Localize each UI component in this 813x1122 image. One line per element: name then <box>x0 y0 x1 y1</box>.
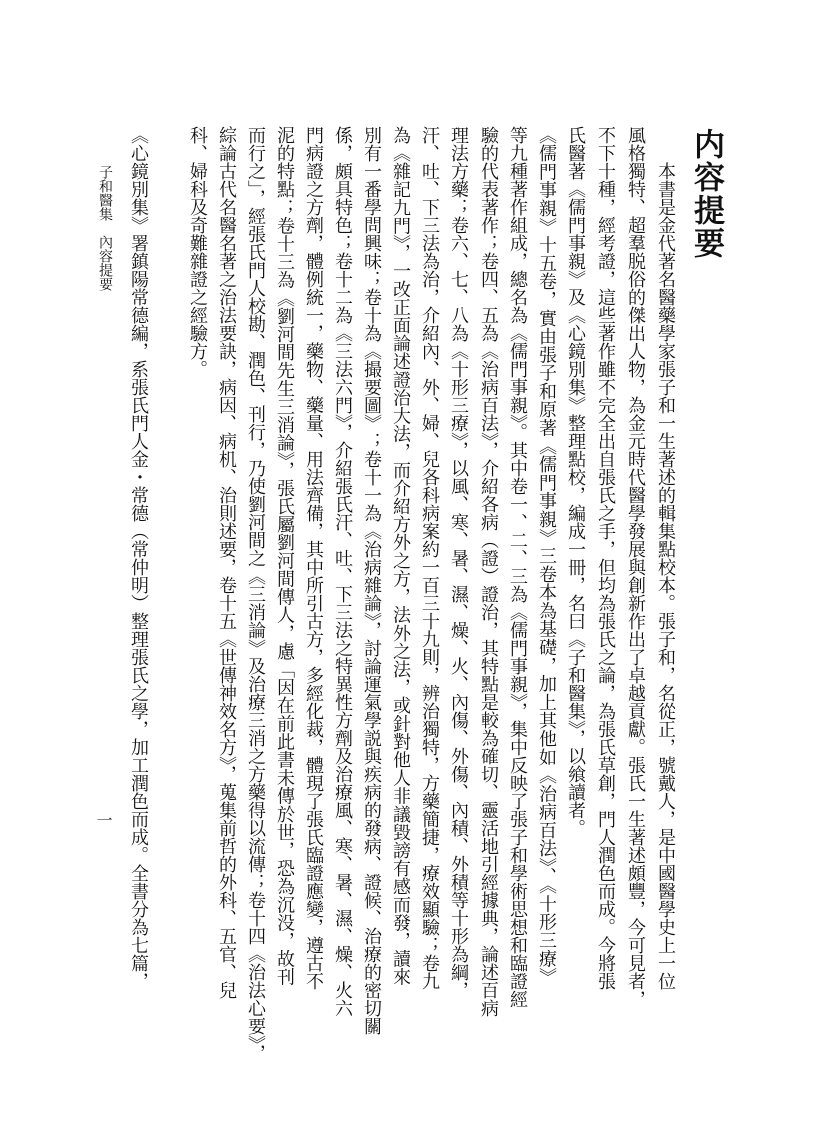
text-column-10: 為《雜記九門》，一改正面論述證治大法，而介紹方外之方，法外之法，或針對他人非議毀謗有感而發，讀來 <box>390 126 411 986</box>
text-column-1: 本書是金代著名醫藥學家張子和一生著述的輯集點校本。張子和，名從正，號戴人，是中國醫學史上一位 <box>655 162 676 990</box>
text-column-11: 別有一番學問興味；卷十為《撮要圖》；卷十一為《治病雜論》，討論運氣學説與疾病的發病、證候、治療的密切關 <box>361 126 382 1035</box>
page-title: 内容提要 <box>688 128 724 260</box>
text-column-6: 等九種著作組成，總名為《儒門事親》。其中卷一、二、三為《儒門事親》，集中反映了張子和學術思想和臨證經 <box>507 126 528 1008</box>
text-column-2: 風格獨特、超羣脱俗的傑出人物，為金元時代醫學發展與創新作出了卓越貢獻。張氏一生著述頗豐，今可見者， <box>625 126 646 1008</box>
text-column-3: 不下十種，經考證，這些著作雖不完全出自張氏之手，但均為張氏之論，為張氏草創，門人潤色而成。今將張 <box>595 126 616 990</box>
text-column-14: 泥的特點；卷十三為《劉河間先生三消論》，張氏屬劉河間傳人，慮「因在前此書未傳於世，恐為沉没，故刊 <box>274 126 295 986</box>
text-column-7: 驗的代表著作；卷四、五為《治病百法》，介紹各病（證）證治，其特點是較為確切、靈活地引經據典，論述百病 <box>478 126 499 1017</box>
text-column-17: 科、婦科及奇難雜證之經驗方。 <box>187 126 208 378</box>
page-number: 一 <box>94 812 113 828</box>
running-head: 子和醫集 內容提要 <box>97 165 113 291</box>
text-column-4: 氏醫著《儒門事親》及《心鏡別集》整理點校，編成一冊，名曰《子和醫集》，以飨讀者。 <box>565 126 586 837</box>
text-column-12: 係，頗具特色；卷十二為《三法六門》，介紹張氏汗、吐、下三法之特異性方劑及治療風、寒、暑、濕、燥、火六 <box>332 126 353 1017</box>
text-column-15: 而行之」，經張氏門人校勘、潤色、刊行，乃使劉河間之《三消論》及治療三消之方藥得以流傳；卷十四《治法心要》， <box>245 126 266 1062</box>
text-column-8: 理法方藥；卷六、七、八為《十形三療》，以風、寒、暑、濕、燥、火、內傷、外傷、內積、外積等十形為綱， <box>448 126 469 999</box>
text-column-5: 《儒門事親》十五卷，實由張子和原著《儒門事親》三卷本為基礎，加上其他如《治病百法》、《十形三療》 <box>536 126 557 986</box>
text-column-18: 《心鏡別集》署鎮陽常德編，系張氏門人金・常德（常仲明）整理張氏之學，加工潤色而成。全書分為七篇， <box>128 126 149 990</box>
text-column-9: 汗、吐、下三法為治，介紹內、外、婦、兒各科病案約一百三十九則，辨治獨特，方藥簡捷，療效顯驗；卷九 <box>419 126 440 990</box>
text-column-13: 門病證之方劑，體例統一，藥物、藥量、用法齊備，其中所引古方，多經化裁，體現了張氏臨證應變，遵古不 <box>303 126 324 990</box>
text-column-16: 綜論古代名醫名著之治法要訣，病因、病机、治則述要，卷十五《世傳神效名方》，蒐集前哲的外科、五官、兒 <box>216 126 237 999</box>
